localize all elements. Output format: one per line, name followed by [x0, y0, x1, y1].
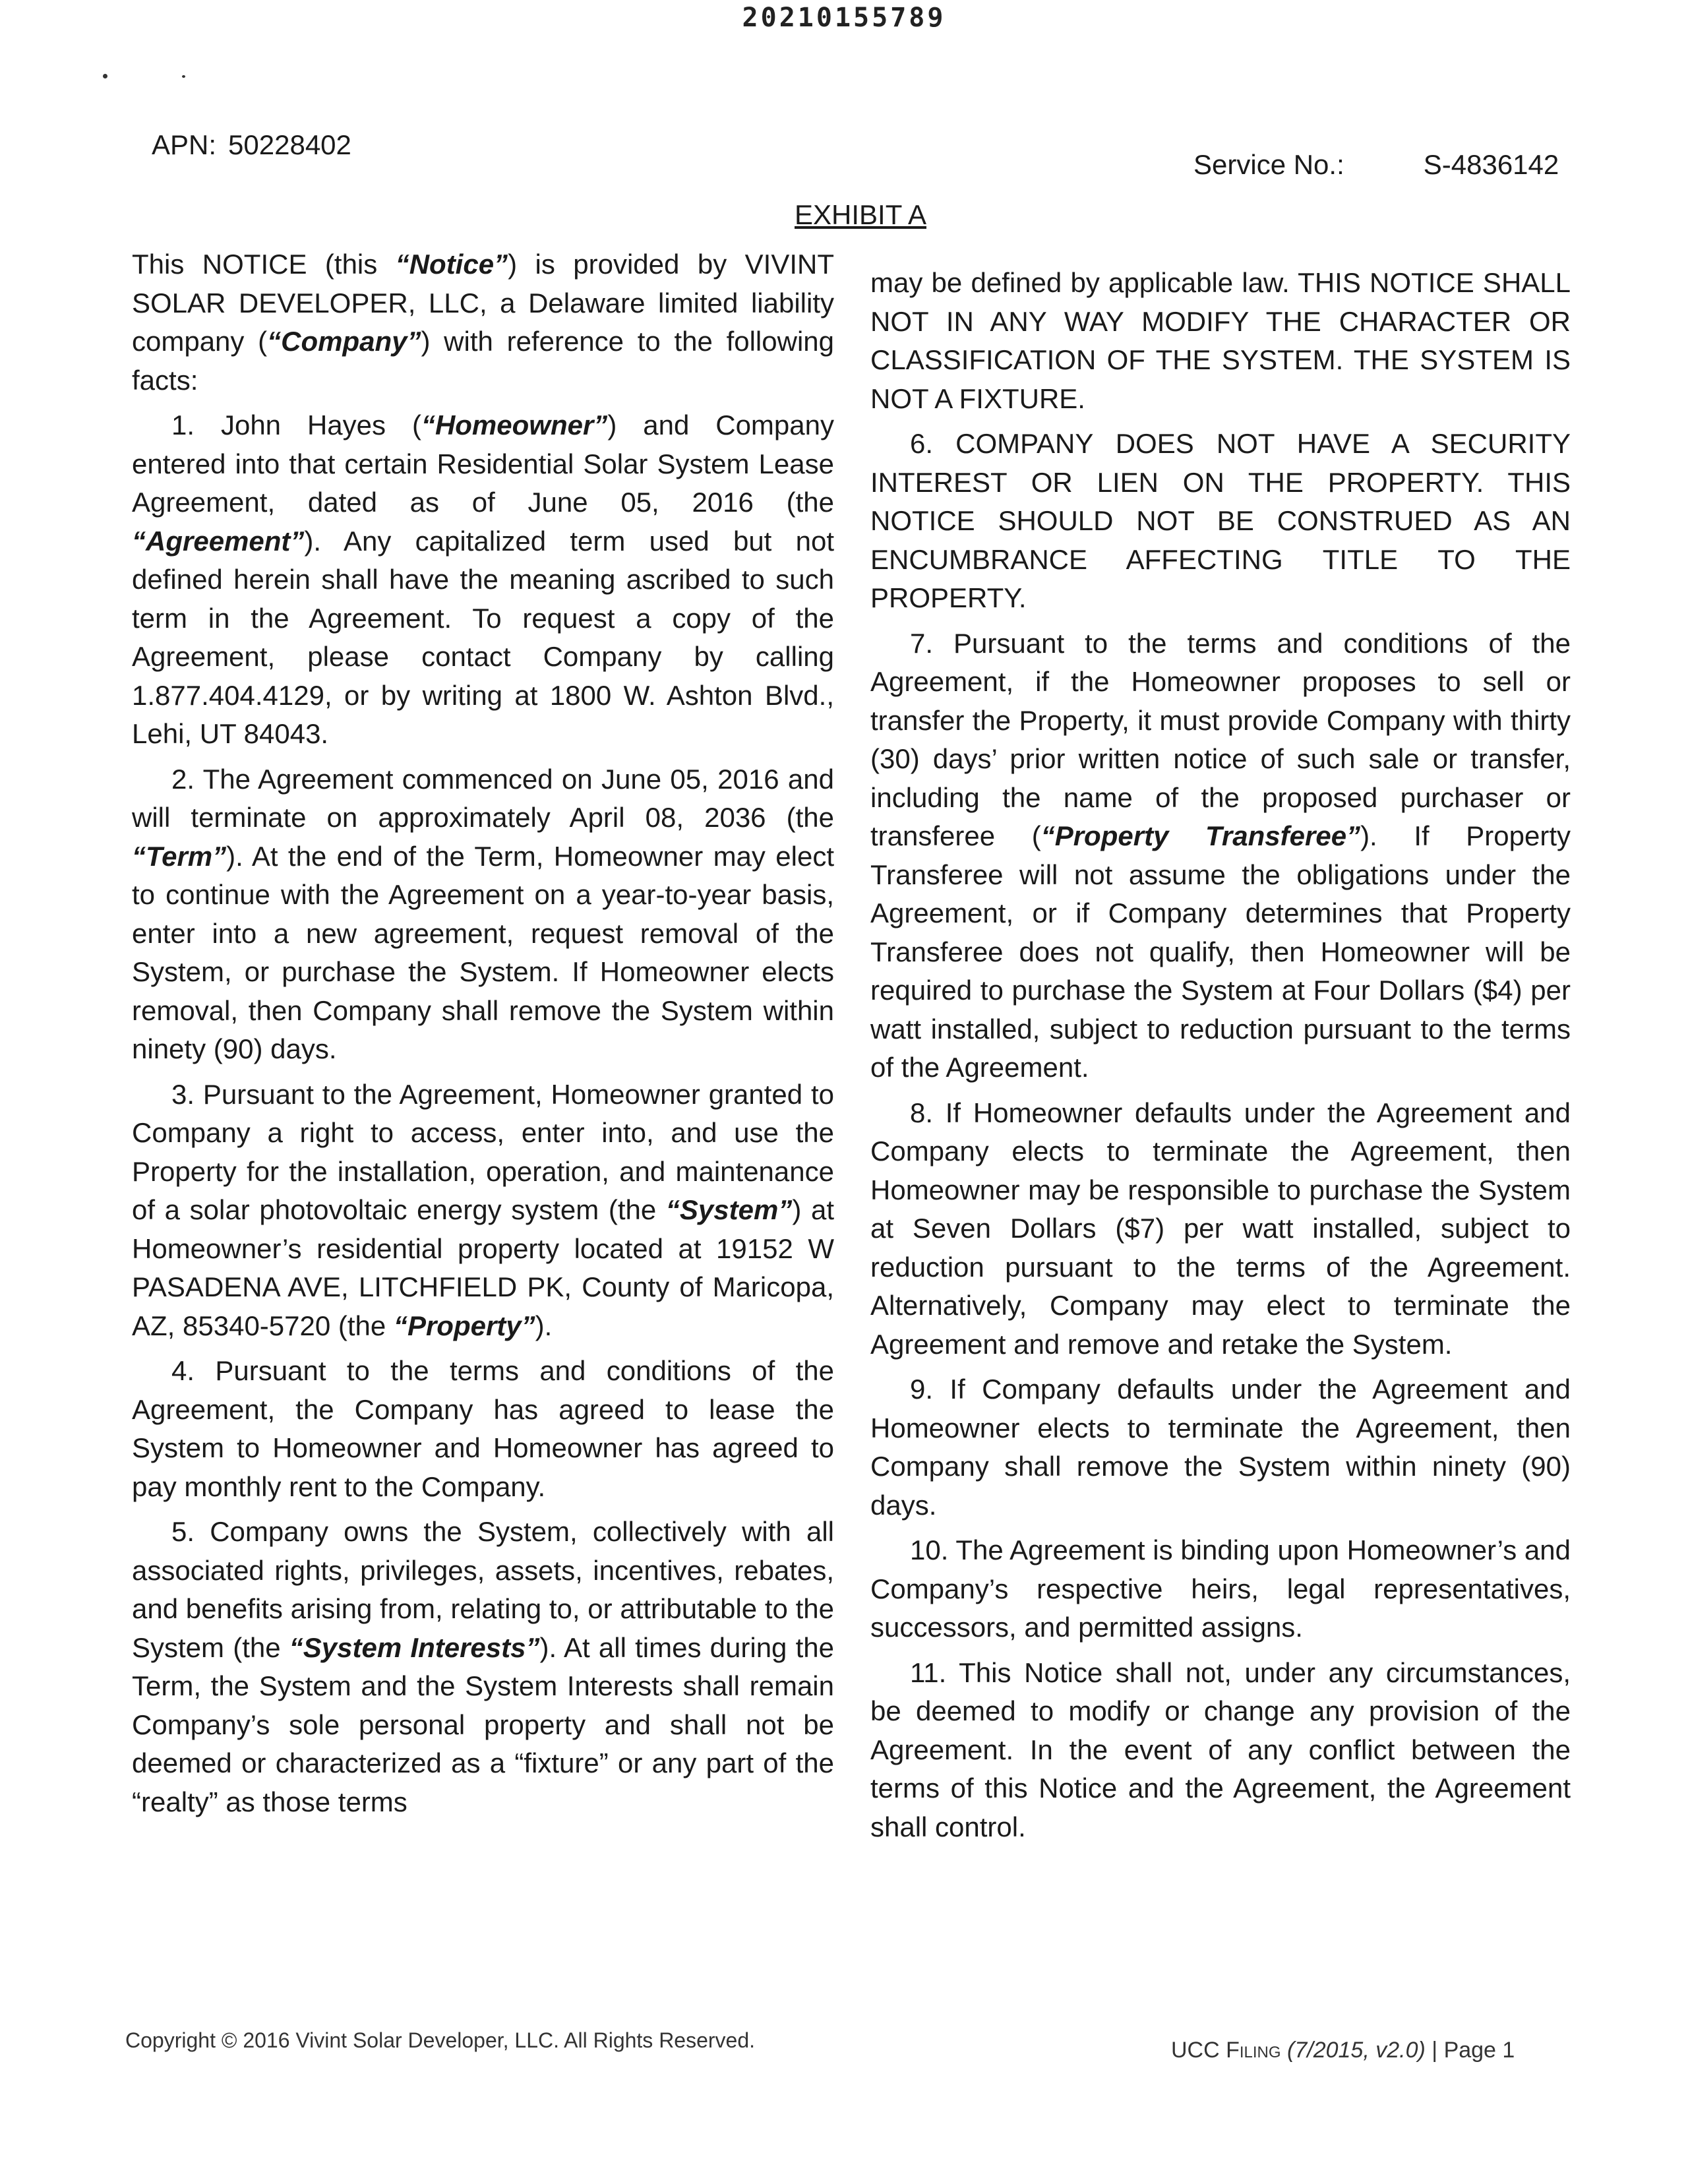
- paragraph: [132, 1076, 834, 1346]
- defined-term: “System”: [665, 1194, 793, 1225]
- text-run: 11. This Notice shall not, under any circumstances, be deemed to modify or change any provision of the Agreement. In the event of any conflict between the terms of this Notice and the Agreement, the Agreement shall control.: [870, 1656, 1571, 1842]
- text-run: 10. The Agreement is binding upon Homeowner’s and Company’s respective heirs, legal representatives, successors, and permitted assigns.: [870, 1534, 1571, 1643]
- scan-speck: [182, 75, 185, 78]
- text-run: ). At the end of the Term, Homeowner may elect to continue with the Agreement on a year-to-year basis, enter into a new agreement, request removal of the System, or purchase the System. If Homeowner elects removal, then Company shall remove the System within ninety (90) days.: [132, 840, 834, 1064]
- paragraph: [870, 624, 1571, 1087]
- paragraph: [132, 1352, 834, 1506]
- apn-value: 50228402: [228, 129, 351, 160]
- text-run: ) with reference to the following facts:: [132, 326, 834, 396]
- right-column: [870, 264, 1571, 1846]
- paragraph: [132, 245, 834, 400]
- filing-info: [1171, 2038, 1515, 2063]
- paragraph: [870, 1094, 1571, 1364]
- defined-term: “Agreement”: [132, 525, 305, 557]
- copyright-notice: Copyright © 2016 Vivint Solar Developer, LLC. All Rights Reserved.: [125, 2028, 756, 2052]
- page-number: Page 1: [1443, 2038, 1515, 2063]
- paragraph: [132, 406, 834, 754]
- defined-term: “Company”: [267, 326, 421, 357]
- service-number: [1193, 149, 1559, 181]
- text-run: 4. Pursuant to the terms and conditions of the Agreement, the Company has agreed to lease the System to Homeowner and Homeowner has agreed to pay monthly rent to the Company.: [132, 1355, 834, 1502]
- apn-label: APN:: [152, 129, 217, 160]
- text-run: ). If Property Transferee will not assume the obligations under the Agreement, or if Company determines that Property Transferee does not qualify, then Homeowner will be required to purchase the System at Four Dollars ($4) per watt installed, subject to reduction pursuant to the terms of the Agreement.: [870, 820, 1571, 1083]
- paragraph: [132, 1513, 834, 1821]
- defined-term: “Homeowner”: [421, 410, 608, 440]
- text-run: ). Any capitalized term used but not defined herein shall have the meaning ascribed to such term in the Agreement. To request a copy of the Agreement, please contact Company by calling 1.877.404.4129, or by writing at 1800 W. Ashton Blvd., Lehi, UT 84043.: [132, 525, 834, 749]
- text-run: ) and Company entered into that certain Residential Solar System Lease Agreement, dated as of June 05, 2016 (the: [132, 410, 834, 518]
- text-run: 6. COMPANY DOES NOT HAVE A SECURITY INTEREST OR LIEN ON THE PROPERTY. THIS NOTICE SHOULD NOT BE CONSTRUED AS AN ENCUMBRANCE AFFECTING TITLE TO THE PROPERTY.: [870, 428, 1571, 613]
- text-run: ). At all times during the Term, the System and the System Interests shall remain Company’s sole personal property and shall not be deemed or characterized as a “fixture” or any part of the “realty” as those terms: [132, 1631, 834, 1817]
- paragraph: [870, 425, 1571, 618]
- defined-term: “Term”: [132, 840, 227, 872]
- text-run: 7. Pursuant to the terms and conditions of the Agreement, if the Homeowner proposes to sell or transfer the Property, it must provide Company with thirty (30) days’ prior written notice of such sale or transfer, including the name of the proposed purchaser or transferee (: [870, 627, 1571, 851]
- paragraph: [870, 1370, 1571, 1525]
- text-run: ).: [535, 1310, 553, 1341]
- text-run: 5. Company owns the System, collectively with all associated rights, privileges, assets, incentives, rebates, and benefits arising from, relating to, or attributable to the System (the: [132, 1516, 834, 1663]
- defined-term: “Notice”: [395, 249, 508, 280]
- paragraph: [132, 760, 834, 1069]
- text-run: ) at Homeowner’s residential property located at 19152 W PASADENA AVE, LITCHFIELD PK, County of Maricopa, AZ, 85340-5720 (the: [132, 1194, 835, 1341]
- defined-term: “Property”: [393, 1310, 535, 1341]
- defined-term: “Property Transferee”: [1040, 820, 1361, 851]
- text-run: 1. John Hayes (: [171, 410, 421, 440]
- page-separator: |: [1432, 2038, 1438, 2063]
- text-run: 3. Pursuant to the Agreement, Homeowner granted to Company a right to access, enter into, and use the Property for the installation, operation, and maintenance of a solar photovoltaic energy system (the: [132, 1078, 834, 1225]
- service-value: S-4836142: [1423, 149, 1559, 180]
- paragraph: [870, 1654, 1571, 1847]
- filing-label: UCC Filing: [1171, 2038, 1281, 2063]
- text-run: 9. If Company defaults under the Agreement and Homeowner elects to terminate the Agreement, then Company shall remove the System within ninety (90) days.: [870, 1374, 1571, 1521]
- text-run: This NOTICE (this: [132, 249, 396, 280]
- text-run: ) is provided by VIVINT SOLAR DEVELOPER, LLC, a Delaware limited liability company (: [132, 249, 834, 357]
- document-number: 20210155789: [742, 3, 946, 33]
- text-run: may be defined by applicable law. THIS NOTICE SHALL NOT IN ANY WAY MODIFY THE CHARACTER OR CLASSIFICATION OF THE SYSTEM. THE SYSTEM IS NOT A FIXTURE.: [870, 267, 1571, 414]
- service-label: Service No.:: [1193, 149, 1344, 180]
- text-run: 8. If Homeowner defaults under the Agreement and Company elects to terminate the Agreement, then Homeowner may be responsible to purchase the System at Seven Dollars ($7) per watt installed, subject to reduction pursuant to the terms of the Agreement. Alternatively, Company may elect to terminate the Agreement and remove and retake the System.: [870, 1097, 1571, 1360]
- filing-version: (7/2015, v2.0): [1287, 2038, 1426, 2063]
- defined-term: “System Interests”: [289, 1631, 540, 1663]
- paragraph: [870, 264, 1571, 418]
- text-run: 2. The Agreement commenced on June 05, 2016 and will terminate on approximately April 08, 2036 (the: [132, 763, 834, 833]
- scan-speck: [103, 74, 107, 78]
- left-column: [132, 245, 834, 1821]
- apn: [152, 129, 351, 161]
- exhibit-title: EXHIBIT A: [795, 199, 926, 230]
- paragraph: [870, 1531, 1571, 1647]
